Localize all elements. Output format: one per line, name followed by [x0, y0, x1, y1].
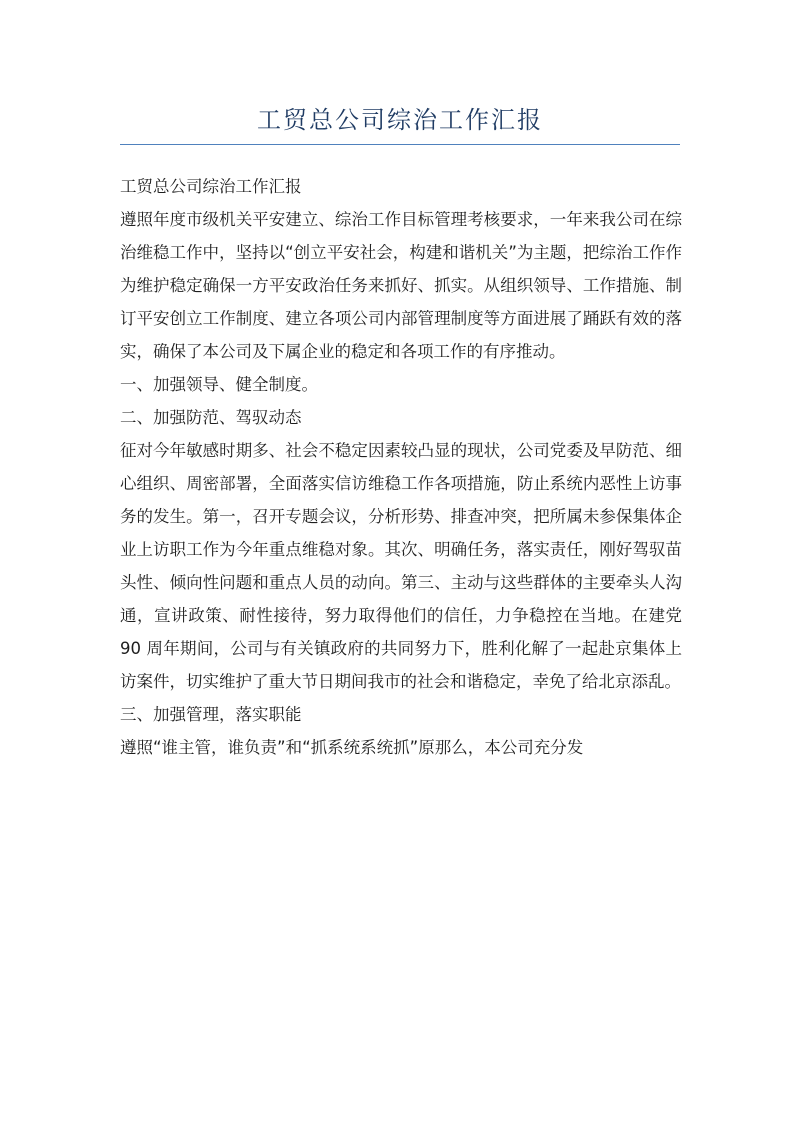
- paragraph-section-2: 征对今年敏感时期多、社会不稳定因素较凸显的现状，公司党委及早防范、细心组织、周密部署，全面落实信访维稳工作各项措施，防止系统内恶性上访事务的发生。第一，召开专题会议，分析形势、排查冲突，把所属未参保集体企业上访职工作为今年重点维稳对象。其次、明确任务，落实责任，刚好驾驭苗头性、倾向性问题和重点人员的动向。第三、主动与这些群体的主要牵头人沟通，宣讲政策、耐性接待，努力取得他们的信任，力争稳控在当地。在建党 90 周年期间，公司与有关镇政府的共同努力下，胜利化解了一起赴京集体上访案件，切实维护了重大节日期间我市的社会和谐稳定，幸免了给北京添乱。: [120, 441, 682, 691]
- title-underline: [120, 144, 680, 145]
- paragraph-heading: 工贸总公司综治工作汇报: [120, 177, 302, 196]
- section-heading-3: 三、加强管理，落实职能: [120, 705, 302, 724]
- section-heading-1: 一、加强领导、健全制度。: [120, 375, 318, 394]
- document-body: [120, 170, 682, 764]
- section-heading-2: 二、加强防范、驾驭动态: [120, 408, 302, 427]
- document-title: 工贸总公司综治工作汇报: [257, 106, 543, 134]
- paragraph-section-3: 遵照“谁主管，谁负责”和“抓系统系统抓”原那么，本公司充分发: [120, 738, 584, 757]
- paragraph-intro: 遵照年度市级机关平安建立、综治工作目标管理考核要求，一年来我公司在综治维稳工作中，坚持以“创立平安社会，构建和谐机关”为主题，把综治工作作为维护稳定确保一方平安政治任务来抓好、抓实。从组织领导、工作措施、制订平安创立工作制度、建立各项公司内部管理制度等方面进展了踊跃有效的落实，确保了本公司及下属企业的稳定和各项工作的有序推动。: [120, 210, 682, 361]
